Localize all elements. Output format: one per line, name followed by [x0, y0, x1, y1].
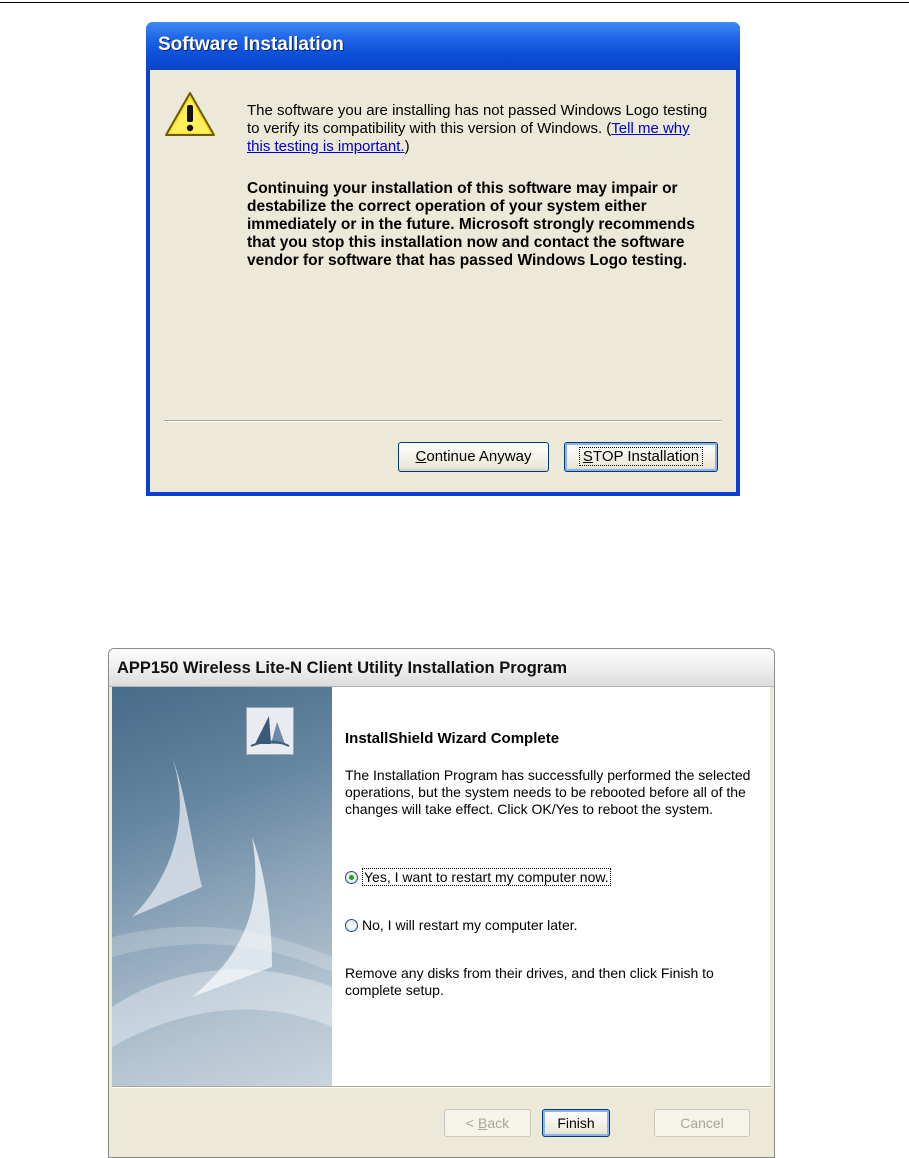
installer-side-banner: [112, 687, 332, 1086]
back-button[interactable]: [444, 1109, 531, 1137]
compatibility-message: [247, 102, 717, 156]
software-installation-dialog: [146, 22, 740, 496]
installshield-dialog: [108, 648, 775, 1158]
cancel-button[interactable]: Cancel: [654, 1109, 750, 1137]
wizard-note: Remove any disks from their drives, and then click Finish to complete setup.: [345, 965, 714, 998]
wizard-heading: InstallShield Wizard Complete: [345, 730, 560, 747]
restart-later-label[interactable]: No, I will restart my computer later.: [362, 917, 578, 933]
installer-title: APP150 Wireless Lite-N Client Utility Installation Program: [117, 659, 568, 677]
continue-anyway-button[interactable]: [398, 442, 549, 472]
back-label: ack: [487, 1115, 510, 1131]
continue-label: ontinue Anyway: [426, 448, 532, 465]
wizard-description: The Installation Program has successfully performed the selected operations, but the system needs to be rebooted before all of the changes will take effect. Click OK/Yes to reboot the system.: [345, 767, 751, 817]
installer-title-bar[interactable]: [109, 649, 774, 687]
radio-selected-icon[interactable]: [345, 871, 358, 884]
warning-icon: [164, 90, 216, 138]
compatibility-text-close: ): [404, 138, 410, 155]
dialog-client-area: [150, 70, 736, 492]
warning-message: Continuing your installation of this software may impair or destabilize the correct operation of your system either immediately or in the future. Microsoft strongly recommends that you stop this installation now and contact the software vendor for software that has passed Windows Logo testing.: [247, 180, 695, 269]
continue-mnemonic: C: [415, 448, 427, 465]
back-prefix: <: [465, 1115, 478, 1131]
restart-later-radio[interactable]: [345, 915, 578, 935]
installshield-logo-icon: [246, 707, 294, 755]
restart-now-radio[interactable]: [345, 867, 611, 887]
compatibility-text: The software you are installing has not passed Windows Logo testing to verify its compatibility with this version of Windows. (: [247, 102, 708, 137]
dialog-title: Software Installation: [158, 34, 344, 55]
dialog-title-bar[interactable]: [146, 22, 740, 70]
installer-separator: [112, 1086, 771, 1088]
dialog-separator: [164, 420, 722, 422]
page-top-rule: [0, 2, 909, 3]
stop-label: TOP Installation: [592, 448, 700, 465]
radio-unselected-icon[interactable]: [345, 919, 358, 932]
stop-focus-rect: [579, 447, 703, 466]
restart-now-label[interactable]: Yes, I want to restart my computer now.: [364, 869, 609, 885]
back-mnemonic: B: [477, 1115, 488, 1131]
stop-mnemonic: S: [582, 448, 593, 465]
finish-button[interactable]: Finish: [542, 1109, 610, 1137]
stop-installation-button[interactable]: [564, 442, 718, 472]
sails-artwork-icon: [112, 687, 332, 1086]
testing-info-link[interactable]: Tell me why this testing is important.: [247, 120, 690, 155]
